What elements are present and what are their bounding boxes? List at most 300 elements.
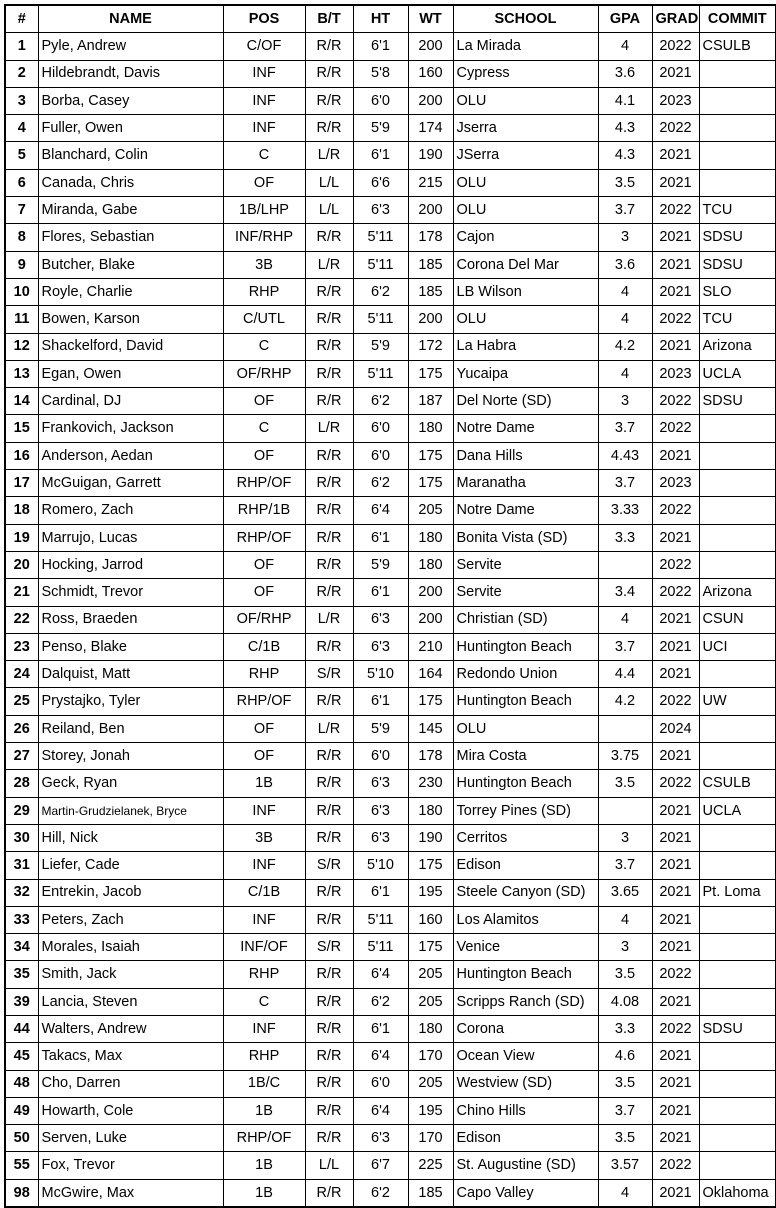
player-gpa: 4.08 [598,988,652,1015]
player-number: 10 [5,278,38,305]
player-grad-year: 2022 [652,33,699,60]
player-school: La Habra [453,333,598,360]
player-position: INF [223,906,305,933]
col-header-name: NAME [38,5,223,33]
player-name: Prystajko, Tyler [38,688,223,715]
player-number: 8 [5,224,38,251]
player-height: 5'10 [353,852,408,879]
player-number: 14 [5,388,38,415]
player-gpa: 4.2 [598,333,652,360]
player-school: Notre Dame [453,415,598,442]
player-gpa: 4 [598,306,652,333]
player-number: 13 [5,360,38,387]
player-school: OLU [453,87,598,114]
player-commit [699,715,776,742]
table-row [5,497,776,524]
player-commit [699,169,776,196]
player-height: 6'1 [353,1015,408,1042]
table-row [5,1097,776,1124]
player-number: 45 [5,1043,38,1070]
player-name: Lancia, Steven [38,988,223,1015]
player-grad-year: 2021 [652,879,699,906]
player-grad-year: 2022 [652,388,699,415]
player-bats-throws: R/R [305,906,353,933]
player-gpa [598,797,652,824]
player-position: 1B [223,1097,305,1124]
player-grad-year: 2022 [652,551,699,578]
player-bats-throws: R/R [305,278,353,305]
player-number: 49 [5,1097,38,1124]
player-gpa: 4 [598,606,652,633]
player-grad-year: 2022 [652,497,699,524]
player-position: OF [223,169,305,196]
player-bats-throws: L/L [305,197,353,224]
player-weight: 160 [408,906,453,933]
player-gpa: 3.75 [598,743,652,770]
table-row [5,852,776,879]
player-school: Los Alamitos [453,906,598,933]
player-name: Walters, Andrew [38,1015,223,1042]
player-position: RHP [223,278,305,305]
player-grad-year: 2024 [652,715,699,742]
player-name: Cho, Darren [38,1070,223,1097]
player-weight: 230 [408,770,453,797]
table-row [5,1070,776,1097]
player-height: 6'0 [353,87,408,114]
player-school: Cajon [453,224,598,251]
player-gpa: 4.43 [598,442,652,469]
player-commit [699,1043,776,1070]
player-school: JSerra [453,142,598,169]
player-height: 6'1 [353,142,408,169]
player-gpa: 3 [598,824,652,851]
player-name: Miranda, Gabe [38,197,223,224]
player-height: 6'0 [353,743,408,770]
player-grad-year: 2021 [652,988,699,1015]
player-commit [699,1152,776,1179]
player-height: 6'0 [353,1070,408,1097]
table-row [5,633,776,660]
player-bats-throws: R/R [305,1097,353,1124]
player-weight: 180 [408,1015,453,1042]
player-height: 6'3 [353,824,408,851]
player-position: C/1B [223,879,305,906]
player-school: Maranatha [453,470,598,497]
player-commit: UCI [699,633,776,660]
player-bats-throws: L/R [305,415,353,442]
player-commit: SDSU [699,224,776,251]
player-school: Edison [453,852,598,879]
table-row [5,87,776,114]
player-school: Christian (SD) [453,606,598,633]
player-grad-year: 2021 [652,251,699,278]
player-weight: 205 [408,1070,453,1097]
player-name: Egan, Owen [38,360,223,387]
player-weight: 190 [408,824,453,851]
player-name: Fox, Trevor [38,1152,223,1179]
player-gpa [598,551,652,578]
player-grad-year: 2021 [652,1179,699,1207]
player-number: 4 [5,115,38,142]
player-bats-throws: L/L [305,1152,353,1179]
table-row [5,715,776,742]
player-gpa: 4 [598,33,652,60]
player-height: 6'2 [353,470,408,497]
table-row [5,524,776,551]
player-weight: 178 [408,224,453,251]
player-commit [699,824,776,851]
player-weight: 175 [408,934,453,961]
player-commit: SDSU [699,388,776,415]
table-row [5,688,776,715]
player-commit [699,906,776,933]
col-header-weight: WT [408,5,453,33]
player-name: Romero, Zach [38,497,223,524]
player-position: C [223,415,305,442]
player-position: OF [223,388,305,415]
player-position: C [223,142,305,169]
player-grad-year: 2022 [652,688,699,715]
player-bats-throws: S/R [305,852,353,879]
player-position: C [223,333,305,360]
player-name: Dalquist, Matt [38,661,223,688]
player-name: Fuller, Owen [38,115,223,142]
player-position: 1B [223,1179,305,1207]
player-gpa: 3.7 [598,852,652,879]
col-header-position: POS [223,5,305,33]
player-commit: CSULB [699,33,776,60]
player-school: Ocean View [453,1043,598,1070]
player-name: Royle, Charlie [38,278,223,305]
player-name: Liefer, Cade [38,852,223,879]
table-row [5,197,776,224]
player-number: 20 [5,551,38,578]
player-weight: 175 [408,360,453,387]
player-number: 15 [5,415,38,442]
player-height: 5'11 [353,360,408,387]
player-gpa: 4 [598,906,652,933]
table-row [5,360,776,387]
player-height: 6'2 [353,278,408,305]
player-bats-throws: L/R [305,715,353,742]
player-school: Cypress [453,60,598,87]
player-gpa: 3 [598,224,652,251]
player-height: 6'1 [353,579,408,606]
table-row [5,60,776,87]
player-commit: TCU [699,306,776,333]
col-header-number: # [5,5,38,33]
player-bats-throws: L/R [305,251,353,278]
player-number: 26 [5,715,38,742]
player-position: 1B/LHP [223,197,305,224]
player-height: 6'3 [353,197,408,224]
player-commit: CSUN [699,606,776,633]
table-row [5,33,776,60]
player-height: 6'7 [353,1152,408,1179]
player-name: Serven, Luke [38,1125,223,1152]
player-bats-throws: R/R [305,87,353,114]
player-weight: 178 [408,743,453,770]
table-row [5,388,776,415]
player-bats-throws: R/R [305,1070,353,1097]
player-number: 34 [5,934,38,961]
table-row [5,415,776,442]
player-number: 30 [5,824,38,851]
player-grad-year: 2021 [652,1070,699,1097]
col-header-commit: COMMIT [699,5,776,33]
table-row [5,606,776,633]
player-position: RHP/OF [223,1125,305,1152]
roster-body [5,33,776,1207]
player-bats-throws: R/R [305,743,353,770]
player-gpa: 3.3 [598,1015,652,1042]
player-school: Bonita Vista (SD) [453,524,598,551]
player-number: 19 [5,524,38,551]
player-bats-throws: R/R [305,388,353,415]
player-grad-year: 2022 [652,1015,699,1042]
player-gpa: 4.3 [598,115,652,142]
player-position: RHP/OF [223,524,305,551]
player-weight: 195 [408,1097,453,1124]
player-commit [699,661,776,688]
player-height: 6'1 [353,524,408,551]
player-number: 44 [5,1015,38,1042]
player-number: 12 [5,333,38,360]
table-row [5,470,776,497]
player-bats-throws: R/R [305,1179,353,1207]
player-height: 5'9 [353,333,408,360]
header-row [5,5,776,33]
player-name: Morales, Isaiah [38,934,223,961]
player-weight: 145 [408,715,453,742]
player-commit [699,1097,776,1124]
player-weight: 200 [408,87,453,114]
player-number: 21 [5,579,38,606]
player-number: 2 [5,60,38,87]
player-school: OLU [453,306,598,333]
table-row [5,1152,776,1179]
player-grad-year: 2021 [652,1097,699,1124]
player-name: Butcher, Blake [38,251,223,278]
col-header-grad: GRAD [652,5,699,33]
player-weight: 200 [408,197,453,224]
player-position: INF [223,87,305,114]
player-gpa [598,715,652,742]
player-grad-year: 2021 [652,906,699,933]
player-name: Marrujo, Lucas [38,524,223,551]
player-name: McGuigan, Garrett [38,470,223,497]
player-position: 1B/C [223,1070,305,1097]
table-row [5,1043,776,1070]
player-height: 6'3 [353,797,408,824]
player-gpa: 4 [598,1179,652,1207]
player-commit [699,115,776,142]
player-number: 23 [5,633,38,660]
player-weight: 170 [408,1043,453,1070]
player-position: 3B [223,251,305,278]
player-grad-year: 2021 [652,852,699,879]
player-number: 3 [5,87,38,114]
player-bats-throws: R/R [305,797,353,824]
player-grad-year: 2022 [652,197,699,224]
player-bats-throws: R/R [305,988,353,1015]
player-bats-throws: L/L [305,169,353,196]
player-commit [699,497,776,524]
player-grad-year: 2022 [652,770,699,797]
player-gpa: 3.3 [598,524,652,551]
player-gpa: 4 [598,278,652,305]
player-school: Servite [453,551,598,578]
player-weight: 180 [408,551,453,578]
player-height: 6'4 [353,1097,408,1124]
player-grad-year: 2021 [652,1125,699,1152]
table-row [5,934,776,961]
player-name: Canada, Chris [38,169,223,196]
player-position: C [223,988,305,1015]
player-number: 16 [5,442,38,469]
player-bats-throws: R/R [305,60,353,87]
player-name: Hocking, Jarrod [38,551,223,578]
player-position: OF/RHP [223,606,305,633]
player-grad-year: 2021 [652,442,699,469]
player-grad-year: 2021 [652,142,699,169]
player-bats-throws: R/R [305,688,353,715]
player-bats-throws: R/R [305,306,353,333]
player-gpa: 3.57 [598,1152,652,1179]
player-gpa: 3.5 [598,961,652,988]
player-number: 5 [5,142,38,169]
player-gpa: 3.4 [598,579,652,606]
player-commit [699,524,776,551]
player-height: 6'0 [353,415,408,442]
player-school: Huntington Beach [453,961,598,988]
player-commit: CSULB [699,770,776,797]
player-gpa: 3.5 [598,770,652,797]
player-school: OLU [453,197,598,224]
table-row [5,961,776,988]
player-commit [699,743,776,770]
player-number: 31 [5,852,38,879]
player-grad-year: 2023 [652,470,699,497]
table-row [5,1015,776,1042]
table-row [5,579,776,606]
player-grad-year: 2022 [652,579,699,606]
col-header-school: SCHOOL [453,5,598,33]
player-weight: 200 [408,606,453,633]
player-position: OF [223,442,305,469]
table-row [5,306,776,333]
player-weight: 185 [408,1179,453,1207]
player-number: 7 [5,197,38,224]
player-number: 32 [5,879,38,906]
player-school: Chino Hills [453,1097,598,1124]
player-bats-throws: R/R [305,633,353,660]
player-gpa: 3.7 [598,1097,652,1124]
player-commit: Arizona [699,333,776,360]
player-position: 1B [223,1152,305,1179]
player-weight: 205 [408,497,453,524]
table-row [5,743,776,770]
player-height: 5'11 [353,906,408,933]
player-school: Dana Hills [453,442,598,469]
player-grad-year: 2022 [652,1152,699,1179]
player-position: RHP [223,1043,305,1070]
player-bats-throws: S/R [305,661,353,688]
player-position: INF [223,60,305,87]
player-school: St. Augustine (SD) [453,1152,598,1179]
player-commit [699,1070,776,1097]
player-weight: 172 [408,333,453,360]
player-school: Yucaipa [453,360,598,387]
player-position: 3B [223,824,305,851]
table-row [5,142,776,169]
player-school: Edison [453,1125,598,1152]
player-gpa: 3.7 [598,197,652,224]
player-school: Huntington Beach [453,688,598,715]
player-gpa: 4.2 [598,688,652,715]
player-grad-year: 2023 [652,87,699,114]
player-position: RHP/1B [223,497,305,524]
table-row [5,169,776,196]
player-grad-year: 2021 [652,797,699,824]
player-weight: 215 [408,169,453,196]
player-commit [699,852,776,879]
player-weight: 175 [408,852,453,879]
table-row [5,551,776,578]
player-weight: 225 [408,1152,453,1179]
player-school: Mira Costa [453,743,598,770]
player-bats-throws: R/R [305,824,353,851]
player-number: 29 [5,797,38,824]
player-height: 5'8 [353,60,408,87]
table-row [5,824,776,851]
player-height: 6'2 [353,988,408,1015]
player-height: 6'1 [353,688,408,715]
player-grad-year: 2021 [652,333,699,360]
player-grad-year: 2021 [652,633,699,660]
player-weight: 175 [408,470,453,497]
player-weight: 180 [408,415,453,442]
player-name: Takacs, Max [38,1043,223,1070]
player-grad-year: 2021 [652,934,699,961]
player-commit [699,415,776,442]
player-commit [699,442,776,469]
player-name: Shackelford, David [38,333,223,360]
player-weight: 185 [408,251,453,278]
player-name: Anderson, Aedan [38,442,223,469]
player-name: Penso, Blake [38,633,223,660]
table-row [5,224,776,251]
player-name: Hildebrandt, Davis [38,60,223,87]
player-weight: 175 [408,442,453,469]
player-gpa: 3 [598,934,652,961]
player-weight: 170 [408,1125,453,1152]
player-position: C/1B [223,633,305,660]
player-commit: SLO [699,278,776,305]
player-position: OF/RHP [223,360,305,387]
table-row [5,333,776,360]
player-weight: 205 [408,988,453,1015]
player-position: OF [223,715,305,742]
player-school: Jserra [453,115,598,142]
player-grad-year: 2022 [652,306,699,333]
player-position: C/UTL [223,306,305,333]
player-name: Pyle, Andrew [38,33,223,60]
player-height: 6'4 [353,497,408,524]
player-number: 33 [5,906,38,933]
table-row [5,988,776,1015]
player-name: Smith, Jack [38,961,223,988]
